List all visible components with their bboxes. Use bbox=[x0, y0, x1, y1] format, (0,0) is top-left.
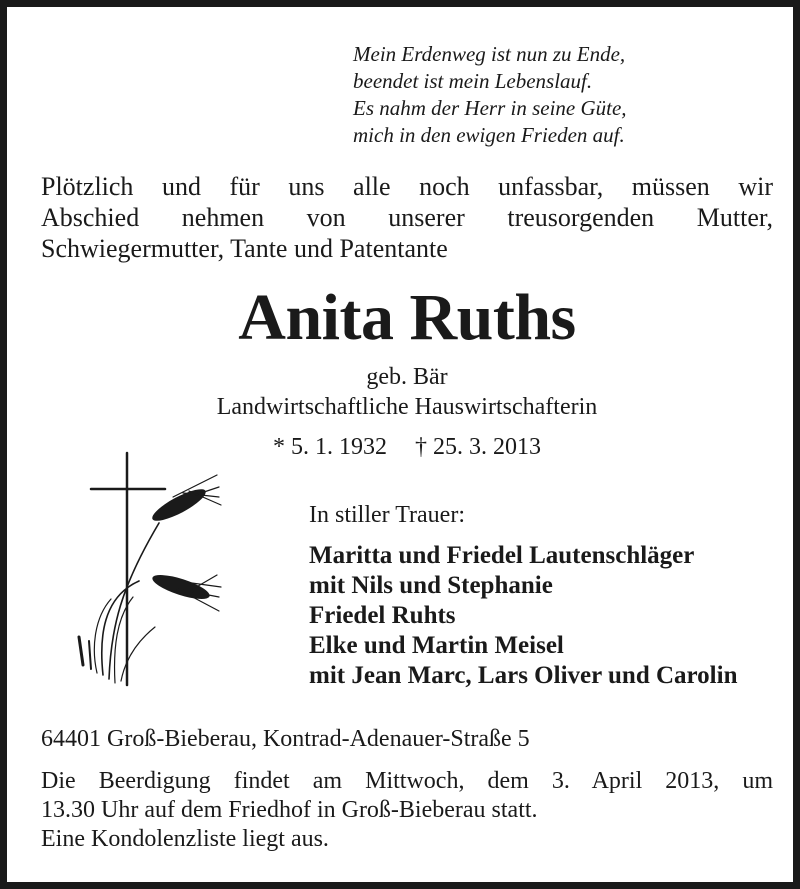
poem-line: beendet ist mein Lebenslauf. bbox=[353, 69, 593, 93]
poem-line: Es nahm der Herr in seine Güte, bbox=[353, 96, 627, 120]
funeral-line: 13.30 Uhr auf dem Friedhof in Groß-Bieberau statt. bbox=[41, 797, 538, 823]
funeral-line: Eine Kondolenzliste liegt aus. bbox=[41, 826, 329, 852]
funeral-line: Die Beerdigung findet am Mittwoch, dem 3. April 2013, um bbox=[41, 768, 773, 794]
announcement-line: Abschied nehmen von unserer treusorgenden Mutter, bbox=[41, 203, 773, 232]
cross-and-wheat-icon bbox=[69, 447, 229, 697]
funeral-notice bbox=[41, 767, 773, 854]
birth-date: * 5. 1. 1932 bbox=[273, 434, 387, 460]
family-address: 64401 Groß-Bieberau, Kontrad-Adenauer-Straße 5 bbox=[41, 726, 530, 752]
maiden-name: geb. Bär bbox=[366, 364, 448, 390]
mourner-line: Elke und Martin Meisel bbox=[309, 632, 564, 659]
announcement-line: Plötzlich und für uns alle noch unfassbar, müssen wir bbox=[41, 172, 773, 201]
memorial-poem bbox=[353, 41, 773, 149]
mourner-line: mit Nils und Stephanie bbox=[309, 572, 553, 599]
mourning-heading: In stiller Trauer: bbox=[309, 502, 465, 528]
death-date: † 25. 3. 2013 bbox=[415, 434, 541, 460]
poem-line: mich in den ewigen Frieden auf. bbox=[353, 123, 625, 147]
mourner-line: Friedel Ruhts bbox=[309, 602, 456, 629]
mourner-line: Maritta und Friedel Lautenschläger bbox=[309, 542, 695, 569]
mourner-line: mit Jean Marc, Lars Oliver und Carolin bbox=[309, 662, 738, 689]
poem-line: Mein Erdenweg ist nun zu Ende, bbox=[353, 42, 626, 66]
mourners-list bbox=[309, 541, 779, 691]
deceased-name: Anita Ruths bbox=[238, 281, 576, 354]
profession: Landwirtschaftliche Hauswirtschafterin bbox=[216, 394, 598, 420]
announcement-text bbox=[41, 171, 773, 264]
announcement-line: Schwiegermutter, Tante und Patentante bbox=[41, 234, 448, 263]
